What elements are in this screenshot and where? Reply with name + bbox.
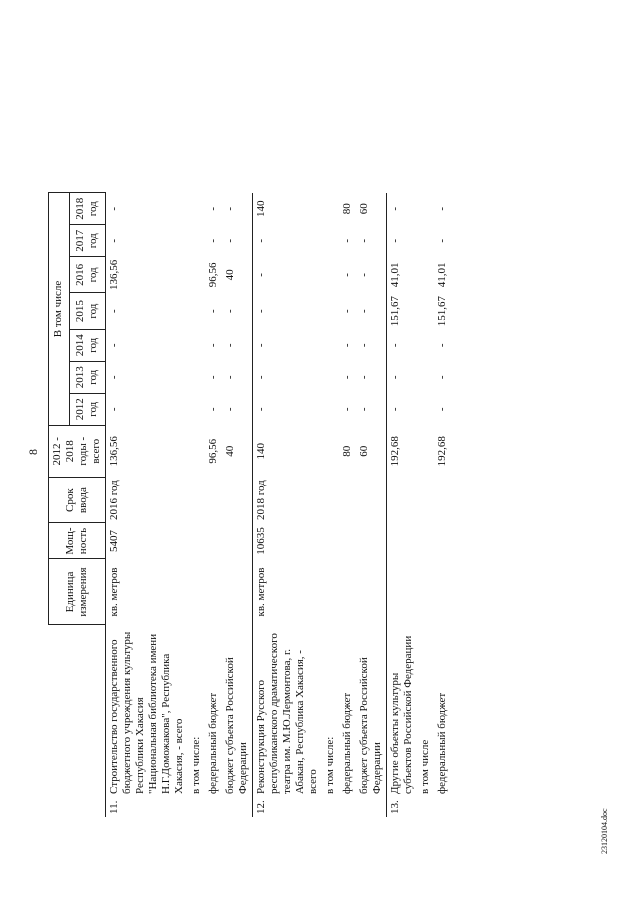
row-capacity: 5407 [106, 523, 189, 559]
table-row [434, 193, 451, 817]
row-name: в том числе: [190, 736, 202, 794]
row-year-value: - [436, 206, 448, 211]
row-unit: кв. метров [253, 559, 323, 625]
table-row [106, 193, 189, 817]
row-term [339, 477, 356, 523]
row-name: в том числе: [324, 736, 336, 794]
row-year-value [322, 257, 339, 293]
row-number [188, 797, 205, 817]
row-number [205, 797, 222, 817]
row-year-value: - [387, 193, 418, 225]
row-total [322, 425, 339, 477]
row-name: Другие объекты культуры субъектов Российской Федерации [387, 625, 418, 797]
row-year-value [188, 293, 205, 329]
row-year-value: 136,56 [106, 257, 189, 293]
table-row [339, 193, 356, 817]
row-unit [417, 559, 434, 625]
row-number [356, 797, 387, 817]
row-year-value [417, 393, 434, 425]
row-total: 40 [224, 445, 236, 457]
row-year-value: - [106, 329, 189, 361]
row-unit: кв. метров [106, 559, 189, 625]
row-capacity [434, 523, 451, 559]
row-year-value: 41,01 [436, 262, 448, 288]
table-row [322, 193, 339, 817]
row-year-value: - [224, 309, 236, 313]
row-year-value: 140 [253, 193, 323, 225]
row-capacity [222, 523, 253, 559]
header-year: 2017 год [69, 225, 105, 257]
row-unit [222, 559, 253, 625]
row-unit [205, 559, 222, 625]
row-year-value: - [224, 206, 236, 211]
row-total: 192,68 [436, 436, 448, 467]
table-row [387, 193, 418, 817]
row-year-value [417, 193, 434, 225]
row-year-value: 96,56 [207, 262, 219, 288]
row-year-value: - [387, 361, 418, 393]
row-year-value: - [224, 343, 236, 348]
row-number: 11. [106, 797, 189, 817]
row-total: 80 [341, 445, 353, 457]
header-unit: Единица измерения [49, 559, 106, 625]
row-year-value: - [207, 309, 219, 313]
row-year-value [322, 193, 339, 225]
row-name: Строительство государственного бюджетного учреждения культуры Республики Хакасия "Национальная библиотека имени Н.Г.Доможакова", Республика Хакасия, - всего [106, 625, 189, 797]
row-year-value: 60 [358, 203, 370, 215]
row-capacity [205, 523, 222, 559]
row-name: федеральный бюджет [341, 692, 353, 794]
row-unit [339, 559, 356, 625]
row-number [222, 797, 253, 817]
row-capacity [188, 523, 205, 559]
row-number [339, 797, 356, 817]
header-year: 2018 год [69, 193, 105, 225]
row-year-value: - [207, 375, 219, 380]
row-year-value: - [224, 238, 236, 243]
row-unit [322, 559, 339, 625]
row-year-value: - [436, 407, 448, 412]
row-year-value: 40 [224, 269, 236, 281]
row-year-value [188, 225, 205, 257]
row-term [205, 477, 222, 523]
row-name: федеральный бюджет [207, 692, 219, 794]
row-name: бюджет субъекта Российской Федерации [224, 657, 249, 794]
header-year: 2015 год [69, 293, 105, 329]
row-year-value: - [106, 193, 189, 225]
row-capacity [322, 523, 339, 559]
row-year-value: - [358, 407, 370, 412]
row-year-value [188, 193, 205, 225]
table-row [222, 193, 253, 817]
row-term [322, 477, 339, 523]
row-year-value [417, 225, 434, 257]
table-row [417, 193, 434, 817]
header-year: 2013 год [69, 361, 105, 393]
row-year-value: - [106, 225, 189, 257]
row-term [434, 477, 451, 523]
row-year-value: - [106, 361, 189, 393]
row-name: бюджет субъекта Российской Федерации [358, 657, 383, 794]
row-total: 60 [358, 445, 370, 457]
header-name [49, 625, 106, 797]
row-total: 140 [253, 425, 323, 477]
row-year-value: - [341, 343, 353, 348]
header-including: В том числе [49, 193, 70, 426]
row-year-value: - [436, 343, 448, 348]
row-capacity [417, 523, 434, 559]
row-year-value: - [341, 375, 353, 380]
row-unit [434, 559, 451, 625]
table-row [188, 193, 205, 817]
header-num [49, 797, 106, 817]
row-capacity: 10635 [253, 523, 323, 559]
row-year-value [188, 329, 205, 361]
row-year-value: - [341, 309, 353, 313]
row-year-value: - [207, 407, 219, 412]
row-year-value: - [207, 343, 219, 348]
row-year-value: - [253, 225, 323, 257]
row-year-value: - [387, 225, 418, 257]
row-total [188, 425, 205, 477]
row-year-value [322, 225, 339, 257]
row-capacity [387, 523, 418, 559]
row-year-value: - [106, 393, 189, 425]
row-term [222, 477, 253, 523]
row-capacity [356, 523, 387, 559]
row-year-value: - [387, 329, 418, 361]
row-year-value [188, 361, 205, 393]
row-term: 2016 год [106, 477, 189, 523]
row-name: Реконструкция Русского республиканского драматического театра им. М.Ю.Лермонтова, г. Абакан, Республика Хакасия, - всего [253, 625, 323, 797]
header-total: 2012 - 2018 годы - всего [49, 425, 106, 477]
row-year-value: - [358, 343, 370, 348]
footer-code: 23120104.doc [600, 808, 609, 854]
investment-table [48, 192, 451, 817]
row-capacity [339, 523, 356, 559]
row-unit [387, 559, 418, 625]
header-term: Срок ввода [49, 477, 106, 523]
document-page [20, 42, 620, 862]
row-year-value: 151,67 [436, 295, 448, 327]
row-year-value: - [106, 293, 189, 329]
row-year-value [322, 361, 339, 393]
row-number [322, 797, 339, 817]
row-name: федеральный бюджет [436, 692, 448, 794]
row-term [387, 477, 418, 523]
row-year-value: - [341, 238, 353, 243]
row-number [417, 797, 434, 817]
row-total: 136,56 [106, 425, 189, 477]
row-year-value [322, 293, 339, 329]
row-year-value: 41,01 [387, 257, 418, 293]
row-year-value [188, 393, 205, 425]
row-year-value [417, 329, 434, 361]
row-year-value: - [436, 375, 448, 380]
row-number: 13. [387, 797, 418, 817]
row-year-value: - [341, 273, 353, 277]
header-year: 2012 год [69, 393, 105, 425]
row-total: 96,56 [207, 438, 219, 464]
row-year-value: - [253, 361, 323, 393]
row-term [356, 477, 387, 523]
row-year-value [322, 393, 339, 425]
row-year-value: - [358, 273, 370, 277]
row-term: 2018 год [253, 477, 323, 523]
row-year-value [188, 257, 205, 293]
table-row [356, 193, 387, 817]
row-year-value: - [253, 293, 323, 329]
row-year-value: - [207, 206, 219, 211]
row-year-value [417, 361, 434, 393]
row-year-value: - [253, 257, 323, 293]
row-year-value: - [358, 309, 370, 313]
row-total [417, 425, 434, 477]
row-number [434, 797, 451, 817]
row-year-value: - [436, 238, 448, 243]
header-year: 2016 год [69, 257, 105, 293]
row-year-value: - [358, 375, 370, 380]
table-body [106, 193, 452, 817]
row-year-value: 80 [341, 203, 353, 215]
row-total: 192,68 [387, 425, 418, 477]
table-row [205, 193, 222, 817]
row-year-value: - [207, 238, 219, 243]
table-row [253, 193, 323, 817]
row-year-value: - [341, 407, 353, 412]
row-year-value: - [253, 393, 323, 425]
header-capacity: Мощ-ность [49, 523, 106, 559]
row-term [417, 477, 434, 523]
row-term [188, 477, 205, 523]
row-year-value [322, 329, 339, 361]
row-year-value [417, 257, 434, 293]
page-number: 8 [26, 449, 40, 455]
header-year: 2014 год [69, 329, 105, 361]
row-year-value: - [224, 407, 236, 412]
row-year-value: - [224, 375, 236, 380]
row-unit [356, 559, 387, 625]
row-unit [188, 559, 205, 625]
row-year-value: - [387, 393, 418, 425]
row-year-value: 151,67 [387, 293, 418, 329]
row-number: 12. [253, 797, 323, 817]
row-year-value: - [358, 238, 370, 243]
row-year-value: - [253, 329, 323, 361]
row-year-value [417, 293, 434, 329]
row-name: в том числе [419, 739, 431, 794]
